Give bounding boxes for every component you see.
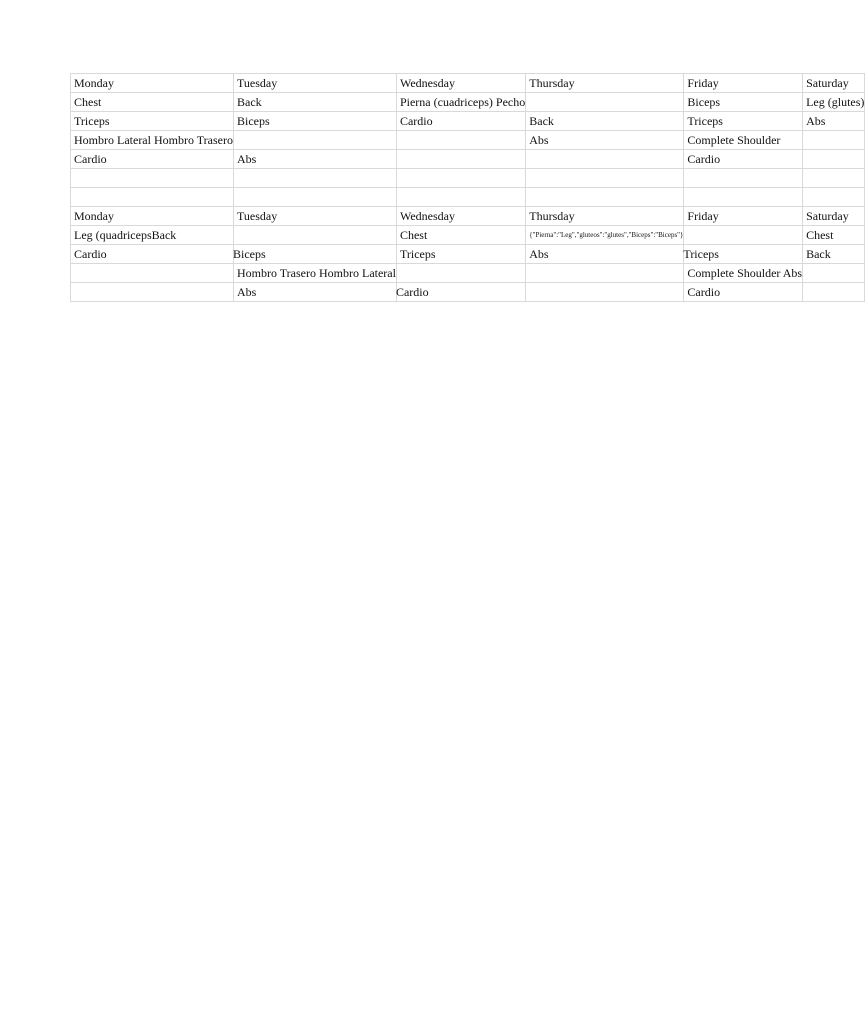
table1-cell-r3-c2[interactable] <box>396 131 525 150</box>
table1-cell-r0-c1[interactable]: Tuesday <box>233 74 396 93</box>
table2-cell-r4-c3[interactable] <box>526 283 684 302</box>
table1-cell-r2-c1[interactable]: Biceps <box>233 112 396 131</box>
table1-row-0 <box>71 74 865 93</box>
table2-row-2 <box>71 245 865 264</box>
table1-cell-r1-c3[interactable] <box>526 93 684 112</box>
table1-cell-r2-c4[interactable]: Triceps <box>684 112 803 131</box>
table2-cell-r0-c2[interactable]: Wednesday <box>396 207 525 226</box>
table2-cell-r3-c4[interactable]: Complete Shoulder Abs <box>684 264 803 283</box>
table2-cell-r3-c0[interactable] <box>71 264 234 283</box>
table2-cell-r0-c4[interactable]: Friday <box>684 207 803 226</box>
table1-cell-r5-c4[interactable] <box>684 169 803 188</box>
table1-cell-r3-c4[interactable]: Complete Shoulder <box>684 131 803 150</box>
table1-row-2 <box>71 112 865 131</box>
table2-cell-r0-c5[interactable]: Saturday <box>803 207 865 226</box>
table2-row-1 <box>71 226 865 245</box>
table2-cell-r3-c3[interactable] <box>526 264 684 283</box>
table1-cell-r5-c1[interactable] <box>233 169 396 188</box>
table2-cell-r4-c5[interactable] <box>803 283 865 302</box>
table2-cell-r2-c5[interactable]: Back <box>803 245 865 264</box>
table1-cell-r2-c3[interactable]: Back <box>526 112 684 131</box>
table2-cell-r1-c4[interactable] <box>684 226 803 245</box>
table1-cell-r1-c1[interactable]: Back <box>233 93 396 112</box>
table1-cell-r2-c5[interactable]: Abs <box>803 112 865 131</box>
cell-text: Cardio <box>395 285 429 299</box>
table2-row-4 <box>71 283 865 302</box>
table2-cell-r2-c0[interactable]: Cardio <box>71 245 234 264</box>
table2-cell-r2-c3[interactable]: Abs <box>526 245 684 264</box>
cell-text: Triceps <box>683 247 719 261</box>
table1-cell-r4-c4[interactable]: Cardio <box>684 150 803 169</box>
table2-cell-r1-c5[interactable]: Chest <box>803 226 865 245</box>
sheet-body <box>71 74 865 302</box>
table1-cell-r5-c3[interactable] <box>526 169 684 188</box>
table1-cell-r4-c1[interactable]: Abs <box>233 150 396 169</box>
table2-cell-r0-c1[interactable]: Tuesday <box>233 207 396 226</box>
table2-cell-r0-c0[interactable]: Monday <box>71 207 234 226</box>
table1-cell-r1-c5[interactable]: Leg (glutes) <box>803 93 865 112</box>
table2-cell-r0-c3[interactable]: Thursday <box>526 207 684 226</box>
table2-cell-r3-c1[interactable]: Hombro Trasero Hombro Lateral <box>233 264 396 283</box>
cell-text: Biceps <box>232 247 266 261</box>
table2-cell-r1-c3[interactable]: {"Pierna":"Leg","gluteos":"glutes","Biceps":"Biceps"} <box>526 226 684 245</box>
table1-cell-r0-c4[interactable]: Friday <box>684 74 803 93</box>
table1-cell-r6-c5[interactable] <box>803 188 865 207</box>
table1-cell-r4-c0[interactable]: Cardio <box>71 150 234 169</box>
table1-cell-r3-c5[interactable] <box>803 131 865 150</box>
table2-cell-r4-c4[interactable]: Cardio <box>684 283 803 302</box>
table1-row-1 <box>71 93 865 112</box>
table2-row-0 <box>71 207 865 226</box>
schedule-sheet <box>70 73 865 302</box>
table1-cell-r2-c2[interactable]: Cardio <box>396 112 525 131</box>
table1-cell-r6-c1[interactable] <box>233 188 396 207</box>
table1-cell-r5-c0[interactable] <box>71 169 234 188</box>
table2-cell-r4-c0[interactable] <box>71 283 234 302</box>
table1-cell-r5-c2[interactable] <box>396 169 525 188</box>
table1-cell-r2-c0[interactable]: Triceps <box>71 112 234 131</box>
table1-cell-r0-c3[interactable]: Thursday <box>526 74 684 93</box>
table1-row-4 <box>71 150 865 169</box>
table1-cell-r3-c3[interactable]: Abs <box>526 131 684 150</box>
table1-row-3 <box>71 131 865 150</box>
table1-cell-r1-c0[interactable]: Chest <box>71 93 234 112</box>
table1-cell-r1-c4[interactable]: Biceps <box>684 93 803 112</box>
table2-cell-r3-c5[interactable] <box>803 264 865 283</box>
table1-cell-r0-c0[interactable]: Monday <box>71 74 234 93</box>
table2-cell-r3-c2[interactable] <box>396 264 525 283</box>
table1-cell-r4-c5[interactable] <box>803 150 865 169</box>
table2-cell-r4-c1[interactable]: Abs <box>233 283 396 302</box>
table1-cell-r0-c2[interactable]: Wednesday <box>396 74 525 93</box>
table2-cell-r1-c2[interactable]: Chest <box>396 226 525 245</box>
table2-cell-r4-c2[interactable] <box>396 283 525 302</box>
table1-row-6 <box>71 188 865 207</box>
table2-cell-r1-c0[interactable]: Leg (quadricepsBack <box>71 226 234 245</box>
table1-cell-r1-c2[interactable]: Pierna (cuadriceps) Pecho <box>396 93 525 112</box>
table1-cell-r4-c3[interactable] <box>526 150 684 169</box>
table1-cell-r6-c0[interactable] <box>71 188 234 207</box>
table1-cell-r6-c4[interactable] <box>684 188 803 207</box>
table1-row-5 <box>71 169 865 188</box>
table2-cell-r2-c1[interactable] <box>233 245 396 264</box>
table1-cell-r5-c5[interactable] <box>803 169 865 188</box>
table2-cell-r2-c2[interactable]: Triceps <box>396 245 525 264</box>
table1-cell-r6-c3[interactable] <box>526 188 684 207</box>
table2-row-3 <box>71 264 865 283</box>
table1-cell-r0-c5[interactable]: Saturday <box>803 74 865 93</box>
table1-cell-r6-c2[interactable] <box>396 188 525 207</box>
table1-cell-r3-c1[interactable] <box>233 131 396 150</box>
table1-cell-r4-c2[interactable] <box>396 150 525 169</box>
table2-cell-r1-c1[interactable] <box>233 226 396 245</box>
table1-cell-r3-c0[interactable]: Hombro Lateral Hombro Trasero <box>71 131 234 150</box>
table2-cell-r2-c4[interactable] <box>684 245 803 264</box>
